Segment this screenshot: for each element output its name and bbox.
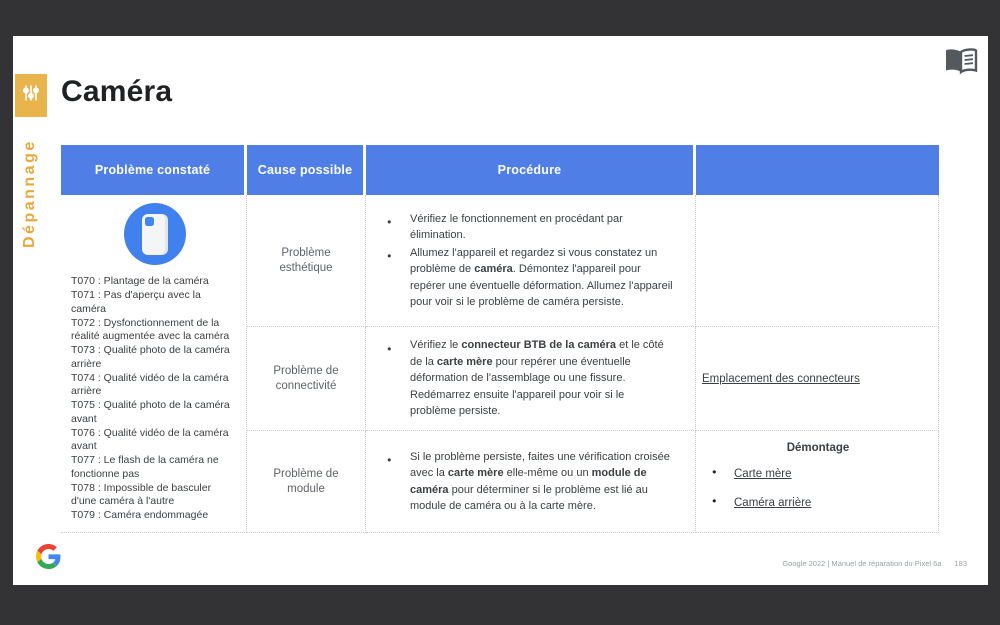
procedure-cell-3: [366, 431, 696, 533]
phone-camera-icon: [124, 203, 186, 265]
slide-footer: [782, 559, 967, 568]
reference-cell-3: [696, 431, 939, 533]
open-book-icon[interactable]: [943, 48, 979, 75]
link-camera-arriere[interactable]: Caméra arrière: [734, 496, 812, 509]
troubleshooting-table: [61, 145, 939, 533]
problem-code-list: [71, 275, 238, 523]
procedure-step: ● Vérifiez le connecteur BTB de la caméra et le côté de la carte mère pour repérer une éventuelle déformation de l'assemblage ou une fissure. Redémarrez ensuite l'appareil pour voir si le problème persiste.: [384, 337, 673, 420]
header-empty: [696, 145, 939, 195]
tune-icon: [21, 83, 41, 108]
header-procedure: Procédure: [366, 145, 696, 195]
list-item: [702, 464, 934, 482]
procedure-step: ● Si le problème persiste, faites une vérification croisée avec la carte mère elle-même ou un module de caméra pour déterminer si le problème est lié au module de caméra ou à la carte mère.: [384, 449, 673, 515]
section-label: Dépannage: [21, 139, 38, 248]
problem-cell: [61, 195, 247, 533]
problem-item: T071 : Pas d'aperçu avec la caméra: [71, 289, 201, 315]
page-number: 183: [954, 559, 967, 568]
problem-item: T075 : Qualité photo de la caméra avant: [71, 399, 230, 425]
list-item: [702, 493, 934, 511]
google-g-logo: [36, 544, 61, 569]
cause-cell-connectivite: Problème de connectivité: [247, 327, 366, 431]
link-carte-mere[interactable]: Carte mère: [734, 467, 792, 480]
cause-cell-esthetique: Problème esthétique: [247, 195, 366, 327]
procedure-step: ● Allumez l'appareil et regardez si vous constatez un problème de caméra. Démontez l'appareil pour repérer une éventuelle déformation. Allumez l'appareil pour voir si le problème de caméra persiste.: [384, 245, 673, 311]
procedure-cell-1: [366, 195, 696, 327]
reference-cell-1: [696, 195, 939, 327]
cause-cell-module: Problème de module: [247, 431, 366, 533]
header-problem: Problème constaté: [61, 145, 247, 195]
problem-item: T079 : Caméra endommagée: [71, 509, 209, 521]
procedure-step: ● Vérifiez le fonctionnement en procédant par élimination.: [384, 211, 673, 244]
problem-item: T077 : Le flash de la caméra ne fonctionne pas: [71, 454, 219, 480]
problem-item: T070 : Plantage de la caméra: [71, 275, 209, 287]
problem-item: T076 : Qualité vidéo de la caméra avant: [71, 426, 229, 452]
table-header-row: [61, 145, 939, 195]
reference-cell-2: [696, 327, 939, 431]
link-emplacement-connecteurs[interactable]: Emplacement des connecteurs: [702, 372, 860, 385]
section-tab-tile: [15, 74, 47, 117]
slide-canvas: [13, 36, 988, 585]
problem-item: T073 : Qualité photo de la caméra arrière: [71, 344, 230, 370]
problem-item: T072 : Dysfonctionnement de la réalité augmentée avec la caméra: [71, 316, 230, 342]
page-title: Caméra: [61, 75, 173, 108]
demontage-heading: Démontage: [786, 441, 850, 454]
problem-item: T074 : Qualité vidéo de la caméra arrière: [71, 371, 229, 397]
procedure-cell-2: [366, 327, 696, 431]
footer-text: Google 2022 | Manuel de réparation du Pixel 6a: [782, 559, 942, 568]
problem-item: T078 : Impossible de basculer d'une caméra à l'autre: [71, 481, 212, 507]
header-cause: Cause possible: [247, 145, 366, 195]
